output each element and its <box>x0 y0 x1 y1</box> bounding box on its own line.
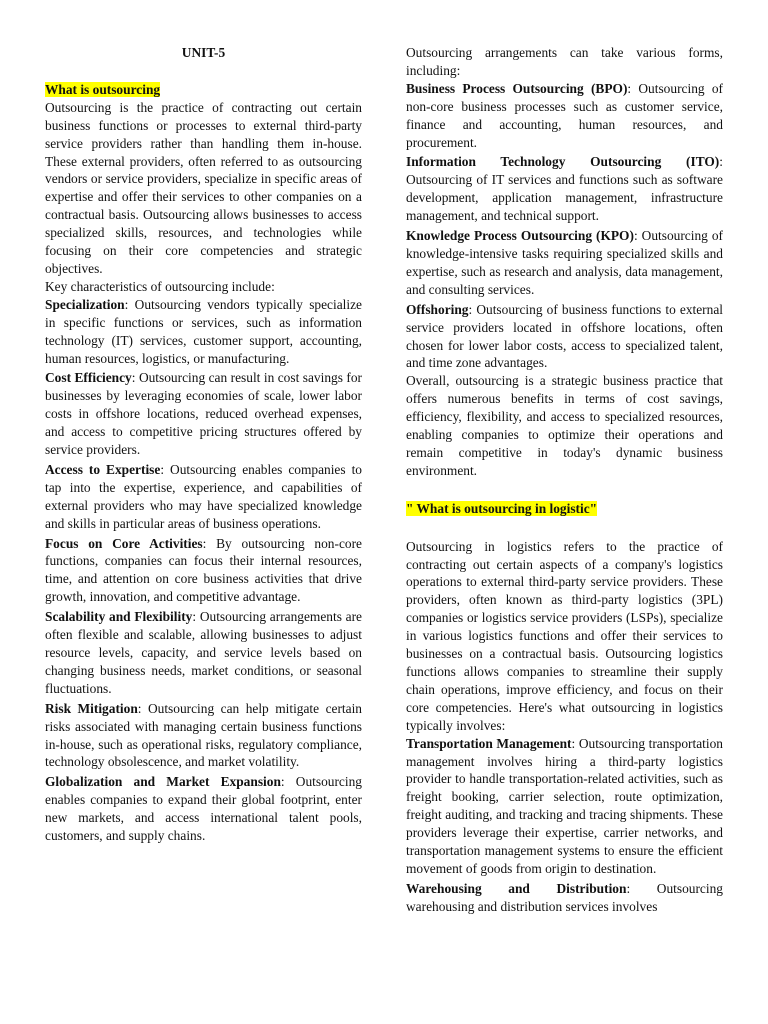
highlighted-heading: " What is outsourcing in logistic" <box>406 500 598 516</box>
description: : Outsourcing of business functions to external service providers located in offshore locations, often chosen for lower labor costs, access to specialized talent, and time zone advantages. <box>406 301 723 371</box>
term: Warehousing and Distribution <box>406 880 627 896</box>
term: Risk Mitigation <box>45 700 138 716</box>
description: : Outsourcing enables companies to expand their global footprint, enter new markets, and access international talent pools, customers, and supply chains. <box>45 774 362 844</box>
item-access-to-expertise <box>45 461 362 533</box>
description: : Outsourcing can help mitigate certain risks associated with managing certain business functions in-house, such as operational risks, regulatory compliance, technology obsolescence, and market volatility. <box>45 700 362 770</box>
section-heading-logistics <box>406 500 723 518</box>
term: Focus on Core Activities <box>45 535 203 551</box>
forms-intro: Outsourcing arrangements can take various forms, including: <box>406 45 723 78</box>
term: Specialization <box>45 296 125 312</box>
term: Offshoring <box>406 301 469 317</box>
term: Transportation Management <box>406 735 572 751</box>
item-warehousing <box>406 880 723 916</box>
item-specialization <box>45 296 362 368</box>
item-transportation-management <box>406 735 723 878</box>
form-kpo <box>406 227 723 299</box>
term: Business Process Outsourcing (BPO) <box>406 80 628 96</box>
form-ito <box>406 153 723 225</box>
term: Globalization and Market Expansion <box>45 774 281 790</box>
description: : Outsourcing of non-core business processes such as customer service, finance and accounting, human resources, and procurement. <box>406 80 723 150</box>
overall-paragraph: Overall, outsourcing is a strategic business practice that offers numerous benefits in terms of cost savings, efficiency, flexibility, and access to specialized resources, enabling companies to optimize their operations and remain competitive in today's dynamic business environment. <box>406 373 723 478</box>
description: : Outsourcing warehousing and distribution services involves <box>406 880 723 914</box>
item-scalability <box>45 608 362 698</box>
description: : Outsourcing arrangements are often flexible and scalable, allowing businesses to adjust resource levels, capacity, and service levels based on changing business needs, market conditions, or seasonal fluctuations. <box>45 609 363 696</box>
description: : Outsourcing enables companies to tap into the expertise, experience, and capabilities of external providers who may have specialized knowledge and skills in particular areas of business operations. <box>45 461 362 531</box>
description: : By outsourcing non-core functions, companies can focus their internal resources, time, and attention on core business activities that drive growth, innovation, and competitive advantage. <box>45 535 362 605</box>
highlighted-heading: What is outsourcing <box>45 81 161 97</box>
item-globalization <box>45 773 362 845</box>
description: : Outsourcing can result in cost savings for businesses by leveraging economies of scale, lower labor costs in offshore locations, reduced overhead expenses, and access to competitive pricing structures offered by service providers. <box>45 370 362 458</box>
term: Knowledge Process Outsourcing (KPO) <box>406 228 634 244</box>
form-offshoring <box>406 301 723 373</box>
left-column <box>45 44 362 845</box>
right-column <box>406 44 723 916</box>
intro-paragraph: Outsourcing is the practice of contracting out certain business functions or processes to external third-party service providers rather than handling them in-house. These external providers, often referred to as outsourcing vendors or service providers, specialize in specific areas of expertise and offer their services to other companies on a contractual basis. Outsourcing allows businesses to access specialized skills, resources, and technologies while focusing on their core competencies and strategic objectives. <box>45 99 362 276</box>
description: : Outsourcing of knowledge-intensive tasks requiring specialized skills and expertise, such as research and analysis, data management, and consulting services. <box>406 228 723 297</box>
term: Scalability and Flexibility <box>45 609 193 625</box>
logistics-intro: Outsourcing in logistics refers to the practice of contracting out certain aspects of a company's logistics operations to external third-party service providers. These providers, often known as third-party logistics (3PL) companies or logistics service providers (LSPs), specialize in various logistics functions and offer their services to businesses on a contractual basis. Outsourcing logistics functions allows companies to streamline their supply chain operations, improve efficiency, and focus on their core competencies. Here's what outsourcing in logistics typically involves: <box>406 538 723 733</box>
item-focus-on-core <box>45 535 362 607</box>
description: : Outsourcing transportation management involves hiring a third-party logistics provider to handle transportation-related activities, such as freight booking, carrier selection, route optimization, freight auditing, and tracking and tracing shipments. These providers leverage their expertise, carrier networks, and transportation management systems to ensure the efficient movement of goods from origin to destination. <box>406 735 723 876</box>
form-bpo <box>406 80 723 152</box>
key-characteristics-line: Key characteristics of outsourcing include: <box>45 278 275 294</box>
description: : Outsourcing of IT services and functions such as software development, application management, infrastructure management, and technical support. <box>406 154 723 224</box>
unit-title: UNIT-5 <box>181 45 226 60</box>
item-risk-mitigation <box>45 700 362 772</box>
term: Access to Expertise <box>45 461 161 477</box>
section-heading-outsourcing <box>45 81 362 99</box>
term: Information Technology Outsourcing (ITO) <box>406 154 720 170</box>
term: Cost Efficiency <box>45 370 132 386</box>
item-cost-efficiency <box>45 369 362 459</box>
description: : Outsourcing vendors typically specialize in specific functions or services, such as information technology (IT) services, customer support, accounting, human resources, logistics, or manufacturing. <box>45 296 362 366</box>
